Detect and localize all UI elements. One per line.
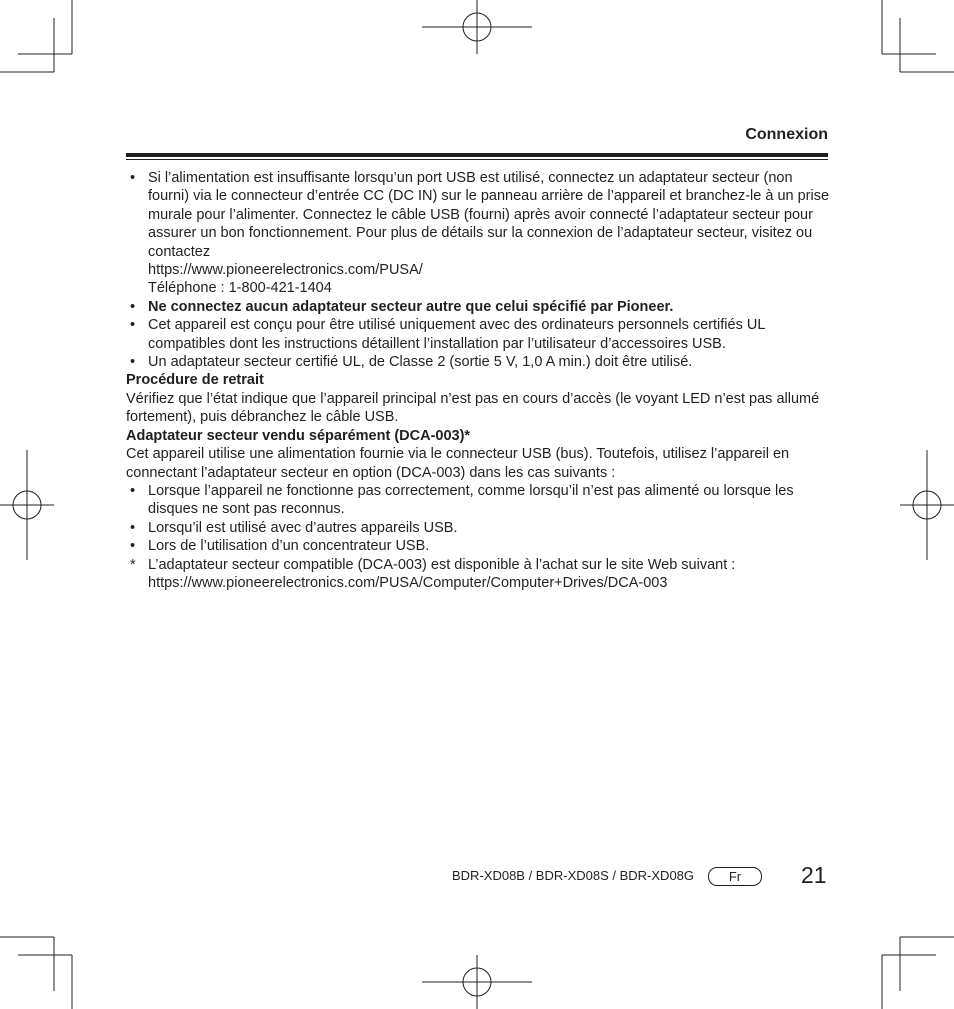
list-item-text: Cet appareil est conçu pour être utilisé uniquement avec des ordinateurs personnels certifiés UL compatibles dont les instructions détaillent l’installation par l’utilisateur d’accessoires USB.	[148, 317, 765, 352]
list-item	[126, 482, 830, 519]
list-item	[126, 316, 830, 353]
adapter-cases-list	[126, 482, 830, 556]
removal-text: Vérifiez que l’état indique que l’appareil principal n’est pas en cours d’accès (le voyant LED n’est pas allumé fortement), puis débranchez le câble USB.	[126, 390, 820, 426]
language-badge: Fr	[708, 867, 762, 886]
bullet: •	[130, 298, 136, 315]
list-item-text: Lors de l’utilisation d’un concentrateur USB.	[148, 538, 430, 555]
header-rule	[126, 153, 828, 157]
list-item-text: Lorsqu’il est utilisé avec d’autres appareils USB.	[148, 519, 458, 536]
power-notes-list	[126, 169, 830, 371]
list-item-text: Un adaptateur secteur certifié UL, de Classe 2 (sortie 5 V, 1,0 A min.) doit être utilisé.	[148, 354, 693, 371]
bullet: •	[130, 354, 136, 371]
list-item-text: Lorsque l’appareil ne fonctionne pas correctement, comme lorsqu’il n’est pas alimenté ou lorsque les disques ne sont pas reconnus.	[148, 482, 794, 518]
power-note-text: Si l’alimentation est insuffisante lorsqu’un port USB est utilisé, connectez un adaptateur secteur (non fourni) via le connecteur d’entrée CC (DC IN) sur le panneau arrière de l’appareil et branchez-le à un prise murale pour l’alimenter. Connectez le câble USB (fourni) après avoir connecté l’adaptateur secteur pour assurer un bon fonctionnement. Pour plus de détails sur la connexion de l’adaptateur secteur, visitez ou contactez	[148, 170, 830, 260]
header-rule-thin	[126, 159, 828, 160]
list-item	[126, 169, 830, 298]
footnote-url: https://www.pioneerelectronics.com/PUSA/Computer/Computer+Drives/DCA-003	[148, 574, 668, 591]
model-numbers: BDR-XD08B / BDR-XD08S / BDR-XD08G	[452, 868, 695, 883]
main-content	[126, 169, 830, 592]
adapter-heading: Adaptateur secteur vendu séparément (DCA-003)*	[126, 427, 471, 444]
page-number: 21	[801, 862, 827, 888]
warning-text: Ne connectez aucun adaptateur secteur autre que celui spécifié par Pioneer.	[148, 298, 674, 315]
section-title: Connexion	[745, 126, 828, 143]
list-item	[126, 298, 830, 316]
list-item	[126, 353, 830, 371]
adapter-intro: Cet appareil utilise une alimentation fournie via le connecteur USB (bus). Toutefois, utilisez l’appareil en connectant l’adaptateur secteur en option (DCA-003) dans les cas suivants :	[126, 446, 790, 481]
bullet: •	[130, 170, 136, 186]
footnote-list	[126, 556, 830, 593]
bullet: •	[130, 482, 136, 499]
bullet: •	[130, 519, 136, 536]
support-url: https://www.pioneerelectronics.com/PUSA/	[148, 262, 423, 279]
removal-heading: Procédure de retrait	[126, 372, 264, 389]
footnote-text: L’adaptateur secteur compatible (DCA-003) est disponible à l’achat sur le site Web suivant :	[148, 556, 736, 573]
bullet: •	[130, 317, 136, 334]
support-phone: Téléphone : 1-800-421-1404	[148, 280, 332, 297]
bullet: •	[130, 538, 136, 555]
list-item	[126, 519, 830, 537]
list-item	[126, 537, 830, 555]
footnote	[126, 556, 830, 593]
asterisk: *	[130, 556, 136, 573]
